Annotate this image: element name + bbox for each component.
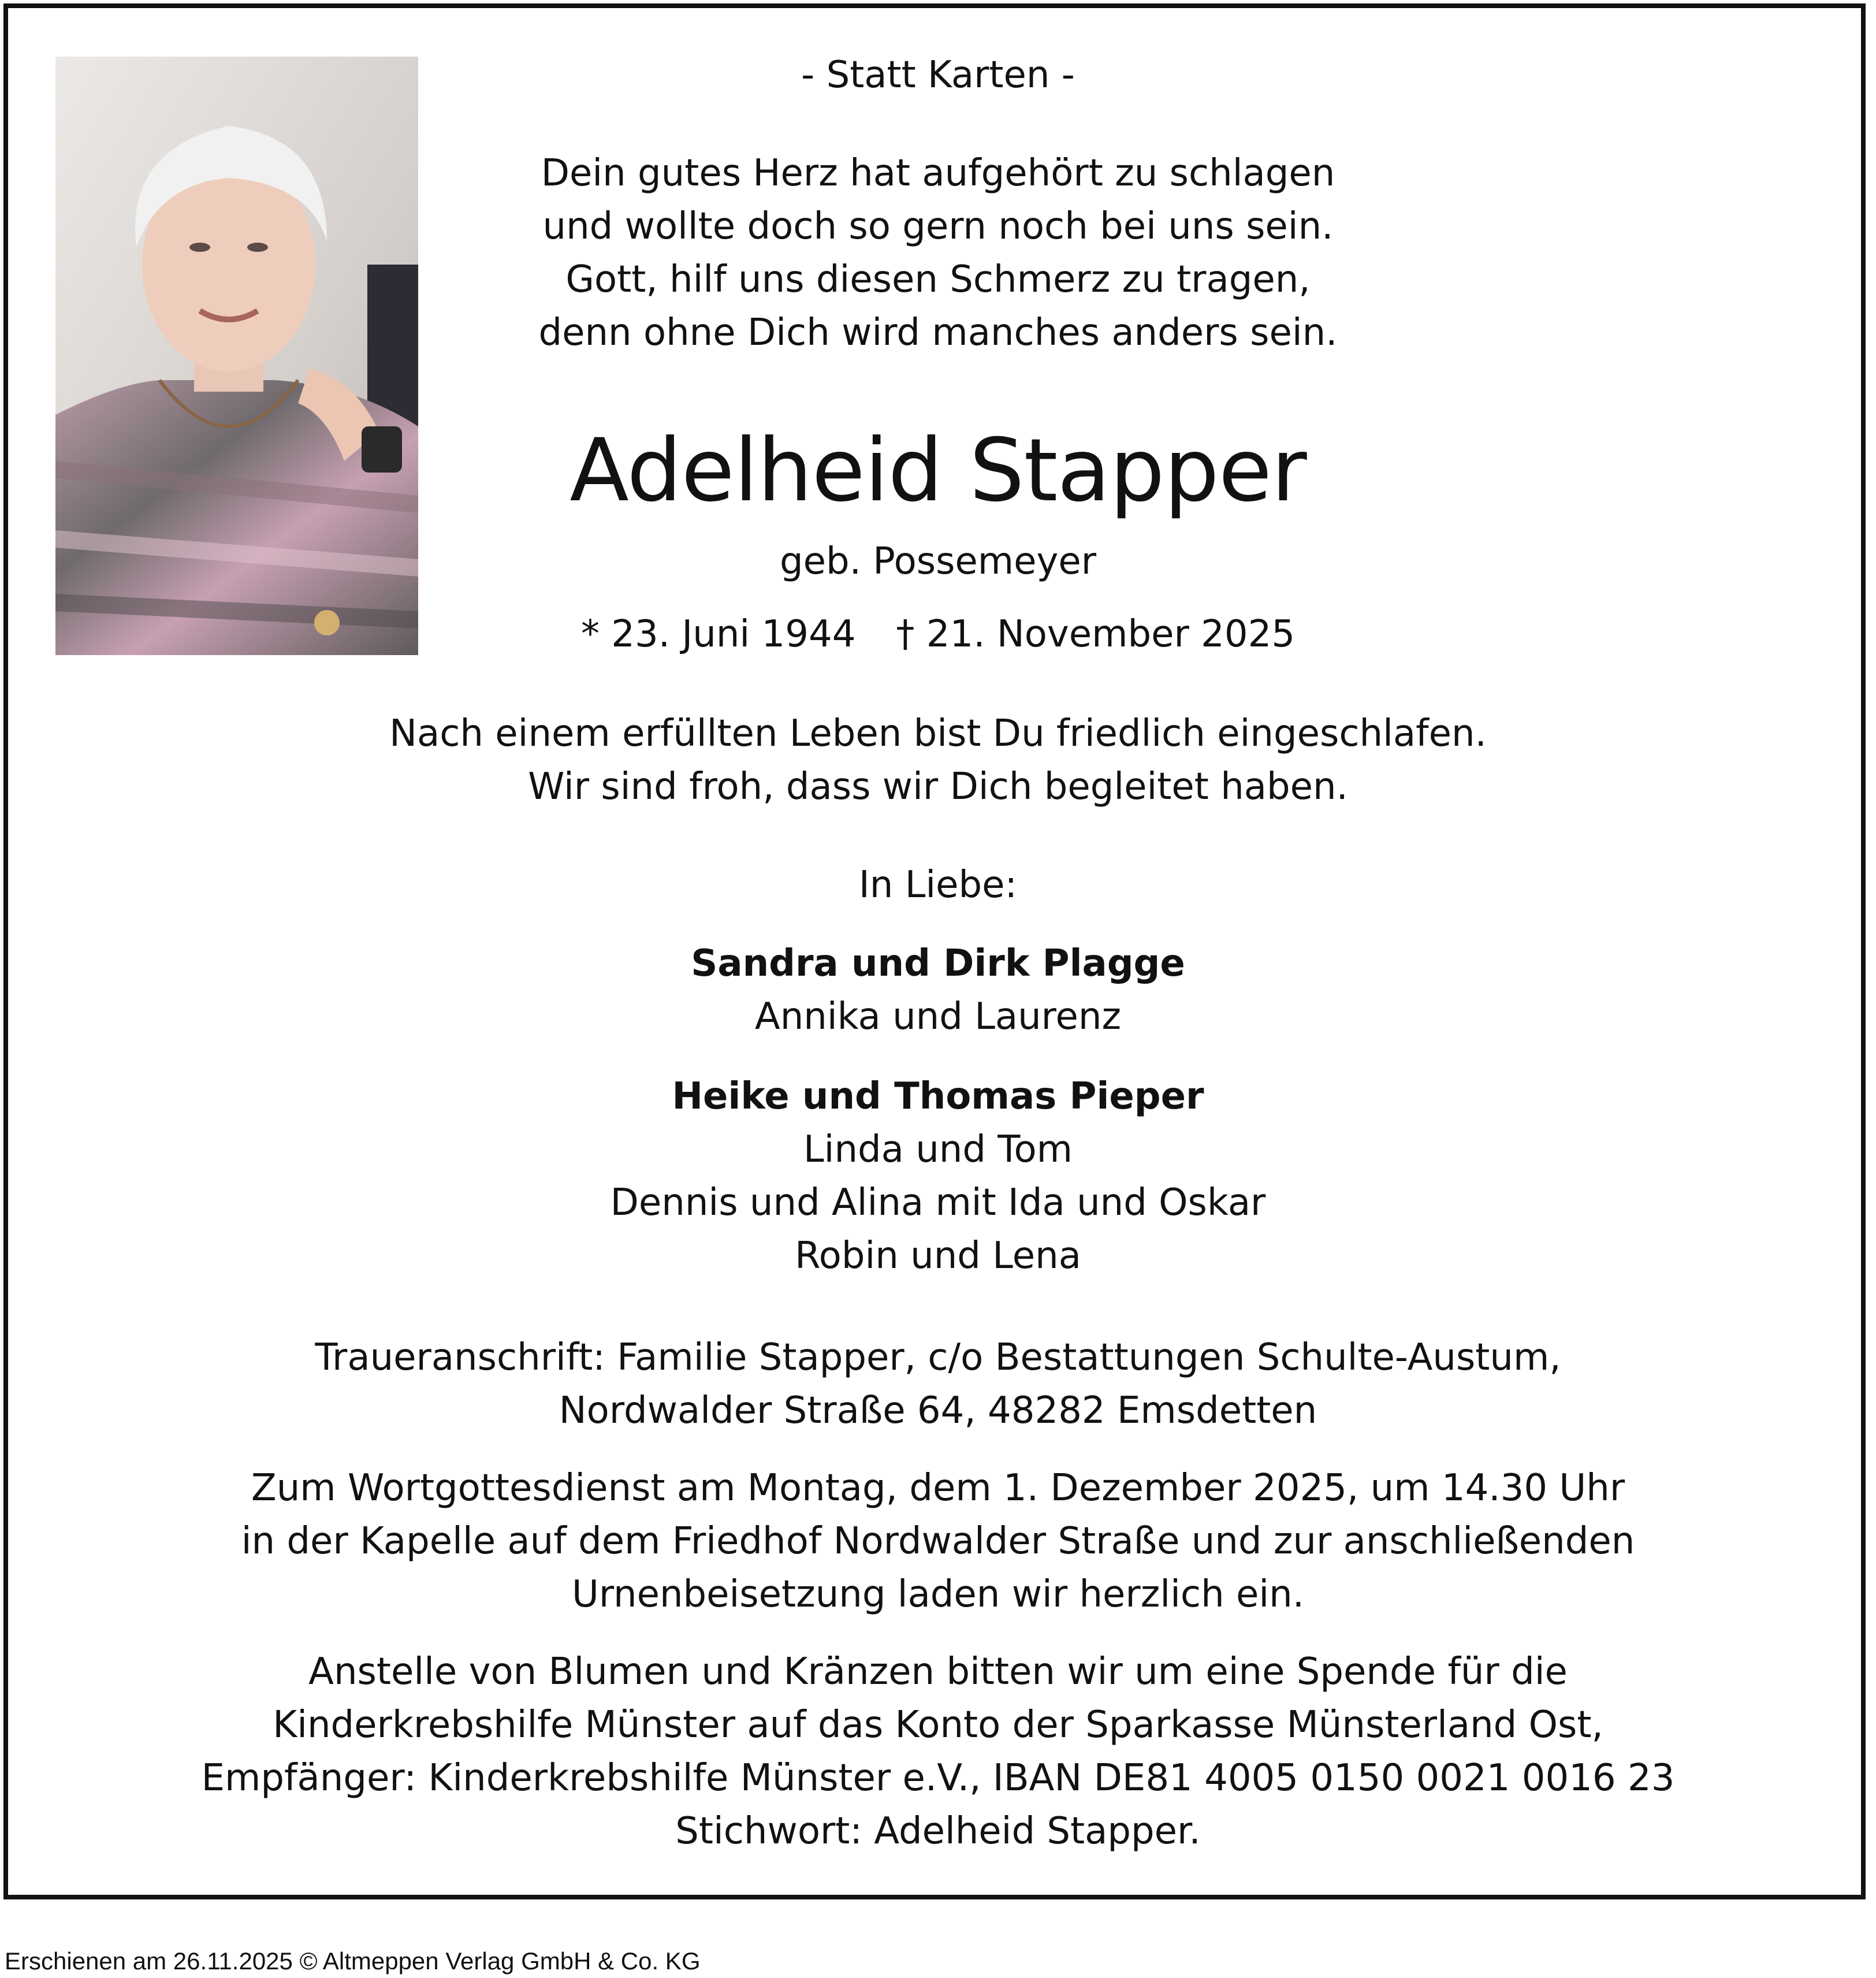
family-member: Annika und Laurenz xyxy=(754,995,1122,1038)
message-line: Nach einem erfüllten Leben bist Du friedlich eingeschlafen. xyxy=(389,712,1487,755)
family-head: Sandra und Dirk Plagge xyxy=(691,942,1185,985)
deceased-name: Adelheid Stapper xyxy=(570,421,1306,521)
donation-line: Empfänger: Kinderkrebshilfe Münster e.V., IBAN DE81 4005 0150 0021 0016 23 xyxy=(201,1757,1675,1799)
service-line: Zum Wortgottesdienst am Montag, dem 1. Dezember 2025, um 14.30 Uhr xyxy=(251,1467,1625,1509)
message-line: Wir sind froh, dass wir Dich begleitet haben. xyxy=(528,765,1348,808)
poem-line: und wollte doch so gern noch bei uns sein. xyxy=(542,205,1334,248)
service-line: Urnenbeisetzung laden wir herzlich ein. xyxy=(571,1573,1305,1616)
publication-footer: Erschienen am 26.11.2025 © Altmeppen Verlag GmbH & Co. KG xyxy=(5,1947,701,1975)
birth-date: * 23. Juni 1944 xyxy=(580,613,856,656)
poem-line: Gott, hilf uns diesen Schmerz zu tragen, xyxy=(565,258,1311,301)
in-liebe: In Liebe: xyxy=(858,864,1018,906)
life-dates xyxy=(0,613,1876,656)
poem-line: Dein gutes Herz hat aufgehört zu schlagen xyxy=(541,152,1335,195)
birth-name: geb. Possemeyer xyxy=(779,540,1097,583)
family-member: Linda und Tom xyxy=(803,1128,1073,1171)
death-date: † 21. November 2025 xyxy=(896,613,1296,656)
donation-line: Anstelle von Blumen und Kränzen bitten wir um eine Spende für die xyxy=(308,1650,1568,1693)
family-head: Heike und Thomas Pieper xyxy=(672,1075,1204,1118)
statt-karten: - Statt Karten - xyxy=(801,54,1075,96)
donation-line: Stichwort: Adelheid Stapper. xyxy=(675,1810,1201,1853)
poem-line: denn ohne Dich wird manches anders sein. xyxy=(538,311,1338,354)
donation-line: Kinderkrebshilfe Münster auf das Konto der Sparkasse Münsterland Ost, xyxy=(273,1704,1603,1746)
family-member: Dennis und Alina mit Ida und Oskar xyxy=(610,1181,1266,1224)
address-line: Traueranschrift: Familie Stapper, c/o Bestattungen Schulte-Austum, xyxy=(315,1336,1561,1379)
service-line: in der Kapelle auf dem Friedhof Nordwalder Straße und zur anschließenden xyxy=(241,1520,1635,1563)
address-line: Nordwalder Straße 64, 48282 Emsdetten xyxy=(559,1389,1317,1432)
family-member: Robin und Lena xyxy=(795,1235,1081,1277)
